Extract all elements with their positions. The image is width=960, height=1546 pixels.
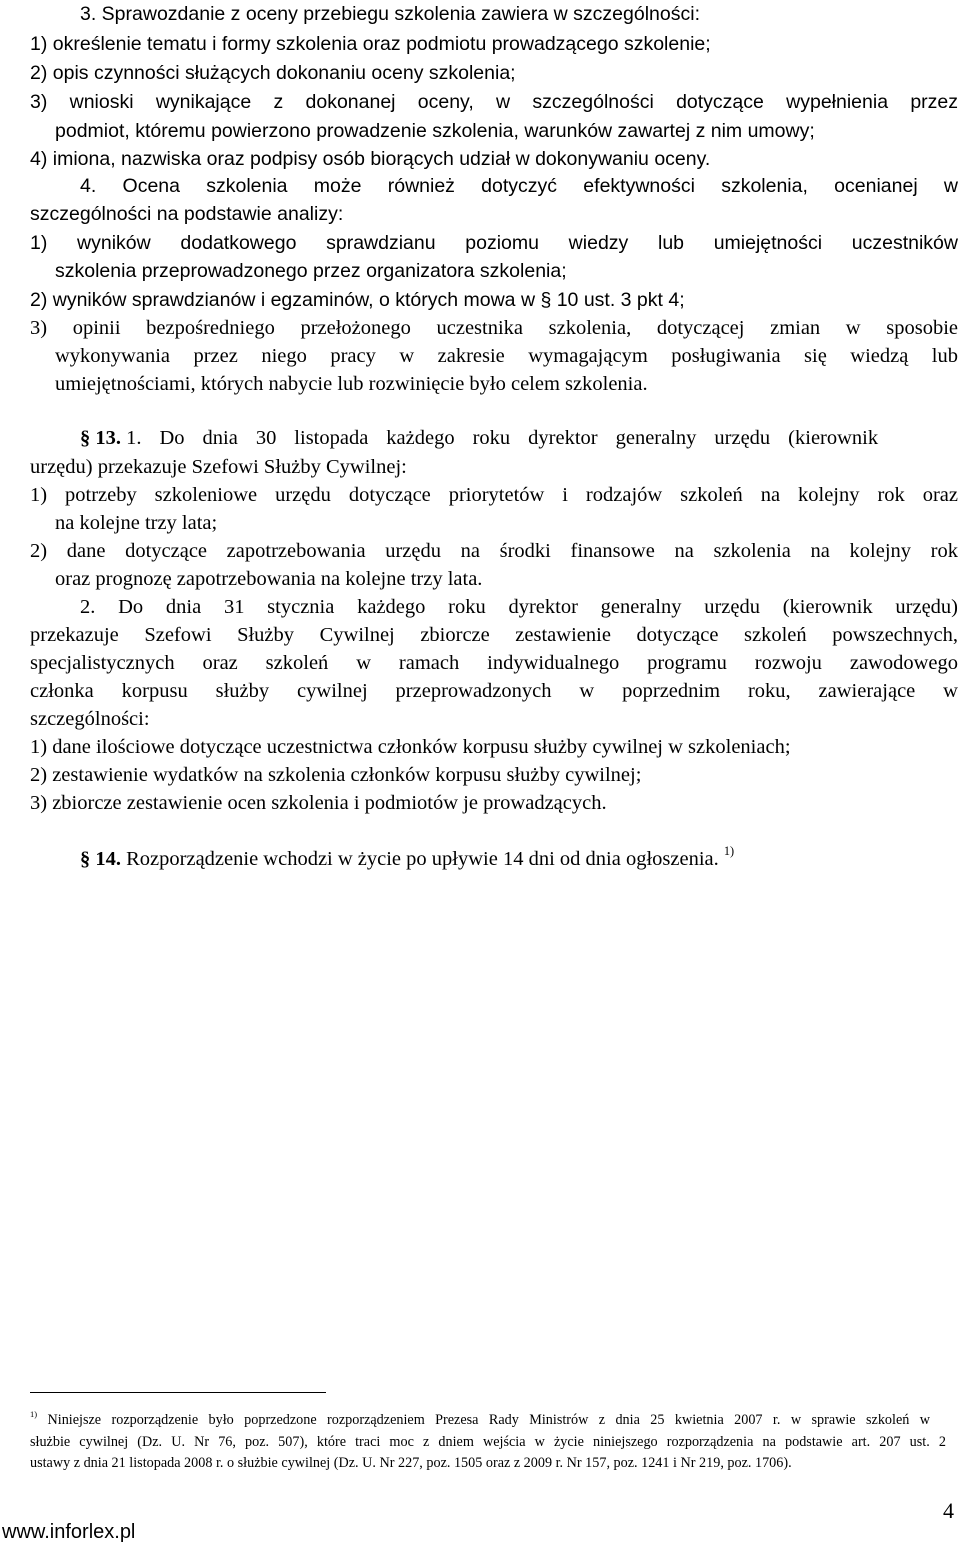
par-13-ust-2-line-2: przekazuje Szefowi Służby Cywilnej zbiorcze zestawienie dotyczące szkoleń powszechnych, (30, 624, 958, 646)
section-4-intro-line-1: 4. Ocena szkolenia może również dotyczyć efektywności szkolenia, ocenianej w (80, 175, 958, 197)
section-3-item-4: 4) imiona, nazwiska oraz podpisy osób biorących udział w dokonywaniu oceny. (30, 148, 711, 170)
section-4-item-1-line-2: szkolenia przeprowadzonego przez organizatora szkolenia; (55, 260, 567, 282)
footnote-line-2: służbie cywilnej (Dz. U. Nr 76, poz. 507), które traci moc z dniem wejścia w życie niniejszego rozporządzenia na podstawie art. 207 ust. 2 (30, 1434, 946, 1450)
section-4-item-2: 2) wyników sprawdzianów i egzaminów, o których mowa w § 10 ust. 3 pkt 4; (30, 289, 685, 311)
par-13-ust-2-item-1: 1) dane ilościowe dotyczące uczestnictwa członków korpusu służby cywilnej w szkoleniach; (30, 736, 791, 758)
section-4-item-3-line-1: 3) opinii bezpośredniego przełożonego uczestnika szkolenia, dotyczącej zmian w sposobie (30, 317, 958, 339)
par-13-item-2-line-2: oraz prognozę zapotrzebowania na kolejne trzy lata. (55, 568, 483, 590)
par-14-text: Rozporządzenie wchodzi w życie po upływie 14 dni od dnia ogłoszenia. (126, 848, 719, 870)
par-13-ust-2-line-1: 2. Do dnia 31 stycznia każdego roku dyrektor generalny urzędu (kierownik urzędu) (80, 596, 958, 618)
website-footer: www.inforlex.pl (2, 1521, 136, 1543)
footnote-separator (30, 1392, 326, 1393)
par-13-ust-2-line-5: szczególności: (30, 708, 150, 730)
par-13-item-2-line-1: 2) dane dotyczące zapotrzebowania urzędu na środki finansowe na szkolenia na kolejny rok (30, 540, 958, 562)
par-13-item-1-line-1: 1) potrzeby szkoleniowe urzędu dotyczące priorytetów i rodzajów szkoleń na kolejny rok oraz (30, 484, 958, 506)
page-number: 4 (943, 1498, 954, 1523)
par-13-label: § 13. (80, 427, 121, 449)
par-13-ust-1-line-2: urzędu) przekazuje Szefowi Służby Cywilnej: (30, 456, 407, 478)
par-13-ust-2-item-2: 2) zestawienie wydatków na szkolenia członków korpusu służby cywilnej; (30, 764, 642, 786)
par-13-ust-2-line-3: specjalistycznych oraz szkoleń w ramach indywidualnego programu rozwoju zawodowego (30, 652, 958, 674)
section-3-item-3-line-1: 3) wnioski wynikające z dokonanej oceny, w szczególności dotyczące wypełnienia przez (30, 91, 958, 113)
footnote-line-1 (30, 1410, 930, 1430)
section-4-intro-line-2: szczególności na podstawie analizy: (30, 203, 344, 225)
section-3-intro: 3. Sprawozdanie z oceny przebiegu szkolenia zawiera w szczególności: (80, 3, 700, 25)
section-3-item-3-line-2: podmiot, któremu powierzono prowadzenie szkolenia, warunków zawartej z nim umowy; (55, 120, 815, 142)
section-4-item-3-line-2: wykonywania przez niego pracy w zakresie wymagającym posługiwania się wiedzą lub (55, 345, 958, 367)
par-13-ust-2-item-3: 3) zbiorcze zestawienie ocen szkolenia i podmiotów je prowadzących. (30, 792, 607, 814)
section-3-item-2: 2) opis czynności służących dokonaniu oceny szkolenia; (30, 62, 516, 84)
par-13-ust-1-line-1 (80, 424, 958, 452)
par-14-footnote-ref: 1) (723, 844, 735, 859)
par-14-label: § 14. (80, 848, 121, 870)
par-13-ust-2-line-4: członka korpusu służby cywilnej przeprowadzonych w poprzednim roku, zawierające w (30, 680, 958, 702)
section-3-item-1: 1) określenie tematu i formy szkolenia oraz podmiotu prowadzącego szkolenie; (30, 33, 711, 55)
footnote-line-3: ustawy z dnia 21 listopada 2008 r. o służbie cywilnej (Dz. U. Nr 227, poz. 1505 oraz z 2009 r. Nr 157, poz. 1241 i Nr 219, poz. 1706). (30, 1455, 792, 1471)
section-4-item-1-line-1: 1) wyników dodatkowego sprawdzianu poziomu wiedzy lub umiejętności uczestników (30, 232, 958, 254)
footnote-text-1: Niniejsze rozporządzenie było poprzedzone rozporządzeniem Prezesa Rady Ministrów z dnia 25 kwietnia 2007 r. w sprawie szkoleń w (47, 1412, 931, 1428)
section-4-item-3-line-3: umiejętnościami, których nabycie lub rozwinięcie było celem szkolenia. (55, 373, 648, 395)
par-14-line (80, 845, 734, 873)
par-13-ust-1-text: 1. Do dnia 30 listopada każdego roku dyrektor generalny urzędu (kierownik (126, 427, 879, 449)
footnote-marker: 1) (30, 1409, 38, 1419)
par-13-item-1-line-2: na kolejne trzy lata; (55, 512, 218, 534)
